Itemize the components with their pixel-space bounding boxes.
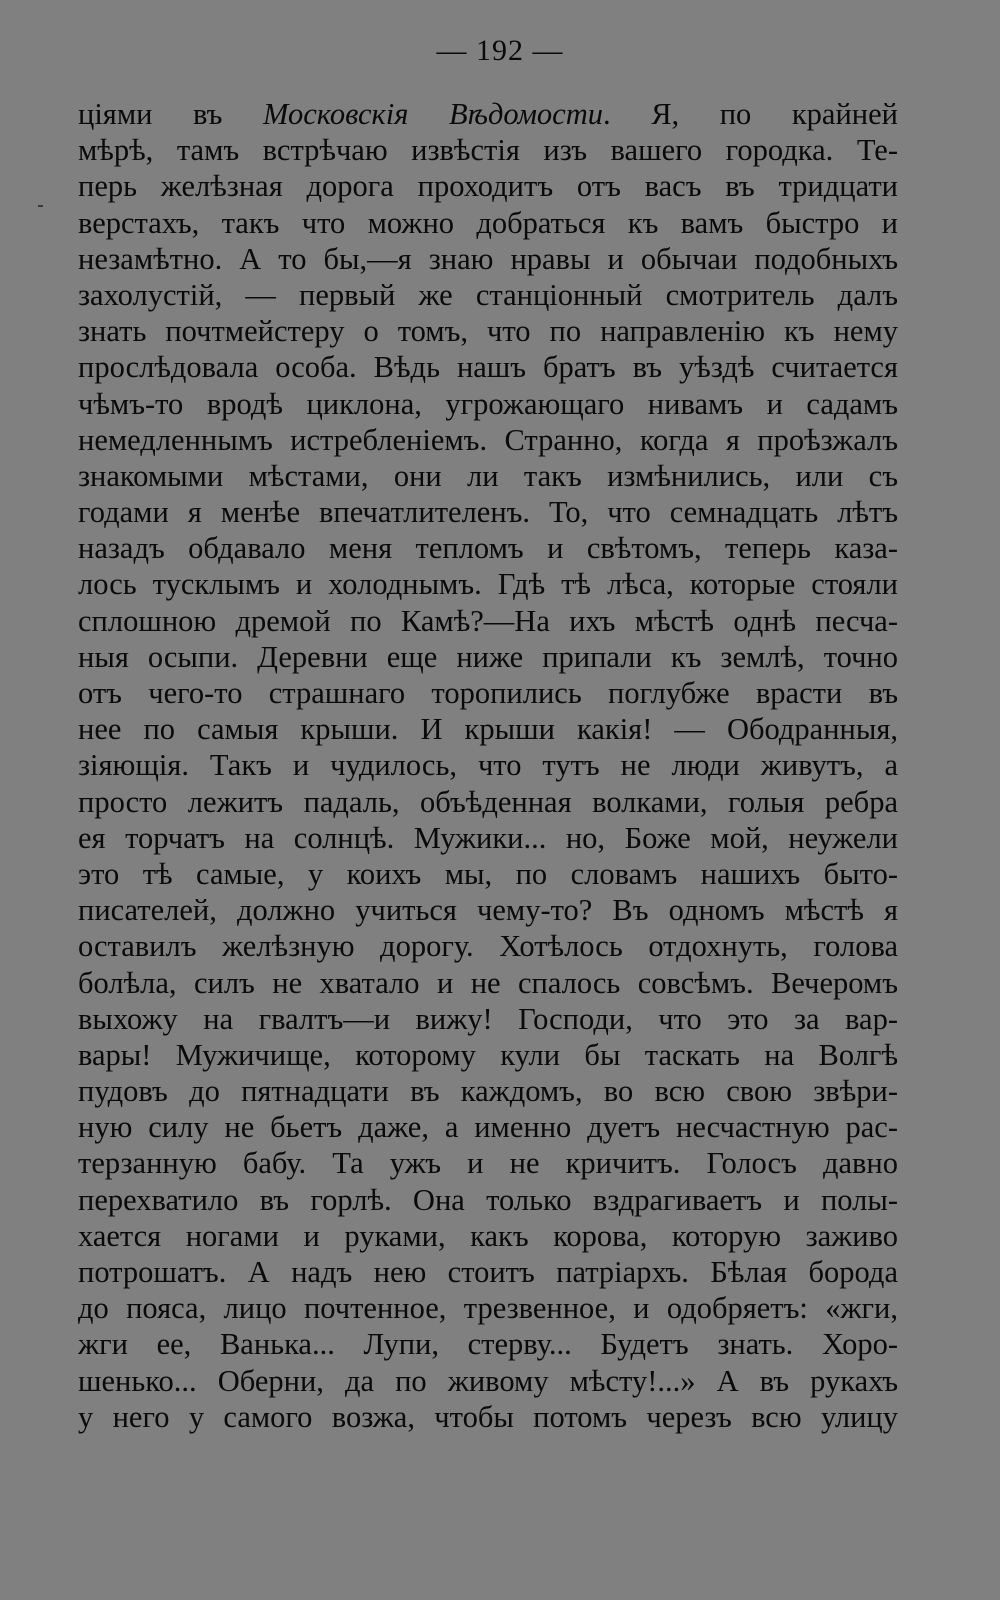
text-line-31: перехватило въ горлѣ. Она только вздрагиваетъ и полы- (78, 1182, 898, 1217)
text-line-4: верстахъ, такъ что можно добраться къ вамъ быстро и (78, 205, 898, 240)
text-line-12: годами я менѣе впечатлителенъ. То, что семнадцать лѣтъ (78, 495, 898, 530)
text-line-33: потрошатъ. А надъ нею стоитъ патріархъ. Бѣлая борода (78, 1255, 898, 1289)
text-line-2: мѣрѣ, тамъ встрѣчаю извѣстія изъ вашего городка. Те- (78, 133, 898, 168)
line-1-end: . Я, по крайней (603, 97, 898, 131)
text-line-24: оставилъ желѣзную дорогу. Хотѣлось отдохнуть, голова (78, 929, 898, 964)
text-line-10: немедленнымъ истребленіемъ. Странно, когда я проѣзжалъ (78, 422, 898, 457)
text-line-26: выхожу на гвалтъ—и вижу! Господи, что это за вар- (78, 1001, 898, 1036)
text-line-7: знать почтмейстеру о томъ, что по направленію къ нему (78, 314, 898, 349)
text-line-21: ея торчатъ на солнцѣ. Мужики... но, Боже мой, неужели (78, 820, 898, 855)
text-line-36: шенько... Оберни, да по живому мѣсту!...» А въ рукахъ (78, 1363, 898, 1398)
text-line-17: отъ чего-то страшнаго торопились поглубже врасти въ (78, 676, 898, 710)
text-line-1 (78, 96, 898, 132)
text-line-28: пудовъ до пятнадцати въ каждомъ, во всю свою звѣри- (78, 1074, 898, 1109)
newspaper-title: Московскія Вѣдомости (263, 97, 603, 131)
text-line-13: назадъ обдавало меня тепломъ и свѣтомъ, теперь каза- (78, 531, 898, 566)
text-line-3: перь желѣзная дорога проходитъ отъ васъ въ тридцати (78, 169, 898, 204)
text-line-15: сплошною дремой по Камѣ?—На ихъ мѣстѣ однѣ песча- (78, 603, 898, 638)
text-line-35: жги ее, Ванька... Лупи, стерву... Будетъ знать. Хоро- (78, 1327, 898, 1362)
text-line-22: это тѣ самые, у коихъ мы, по словамъ нашихъ быто- (78, 856, 898, 891)
text-line-34: до пояса, лицо почтенное, трезвенное, и одобряетъ: «жги, (78, 1291, 898, 1326)
body-text (78, 96, 898, 1435)
text-line-20: просто лежитъ падаль, объѣденная волками, голыя ребра (78, 784, 898, 819)
text-line-16: ныя осыпи. Деревни еще ниже припали къ землѣ, точно (78, 639, 898, 674)
text-line-29: ную силу не бьетъ даже, а именно дуетъ несчастную рас- (78, 1110, 898, 1145)
page-number: — 192 — (436, 34, 564, 67)
text-line-30: терзанную бабу. Та ужъ и не кричитъ. Голосъ давно (78, 1146, 898, 1181)
text-line-23: писателей, должно учиться чему-то? Въ одномъ мѣстѣ я (78, 893, 898, 928)
text-line-14: лось тусклымъ и холоднымъ. Гдѣ тѣ лѣса, которые стояли (78, 567, 898, 602)
text-line-32: хается ногами и руками, какъ корова, которую заживо (78, 1218, 898, 1253)
text-line-27: вары! Мужичище, которому кули бы таскать на Волгѣ (78, 1037, 898, 1072)
text-line-6: захолустій, — первый же станціонный смотритель далъ (78, 277, 898, 312)
text-line-5: незамѣтно. А то бы,—я знаю нравы и обычаи подобныхъ (78, 241, 898, 276)
text-line-19: зіяющія. Такъ и чудилось, что тутъ не люди живутъ, а (78, 748, 898, 783)
text-line-37: у него у самого возжа, чтобы потомъ черезъ всю улицу (78, 1399, 898, 1434)
text-line-18: нее по самыя крыши. И крыши какія! — Ободранныя, (78, 712, 898, 747)
text-line-9: чѣмъ-то вродѣ циклона, угрожающаго нивамъ и садамъ (78, 386, 898, 421)
text-line-25: болѣла, силъ не хватало и не спалось совсѣмъ. Вечеромъ (78, 965, 898, 1000)
text-line-11: знакомыми мѣстами, они ли такъ измѣнились, или съ (78, 458, 898, 493)
print-speck (38, 205, 43, 207)
text-line-8: прослѣдовала особа. Вѣдь нашъ братъ въ уѣздѣ считается (78, 350, 898, 385)
line-1-start: ціями въ (78, 97, 263, 131)
